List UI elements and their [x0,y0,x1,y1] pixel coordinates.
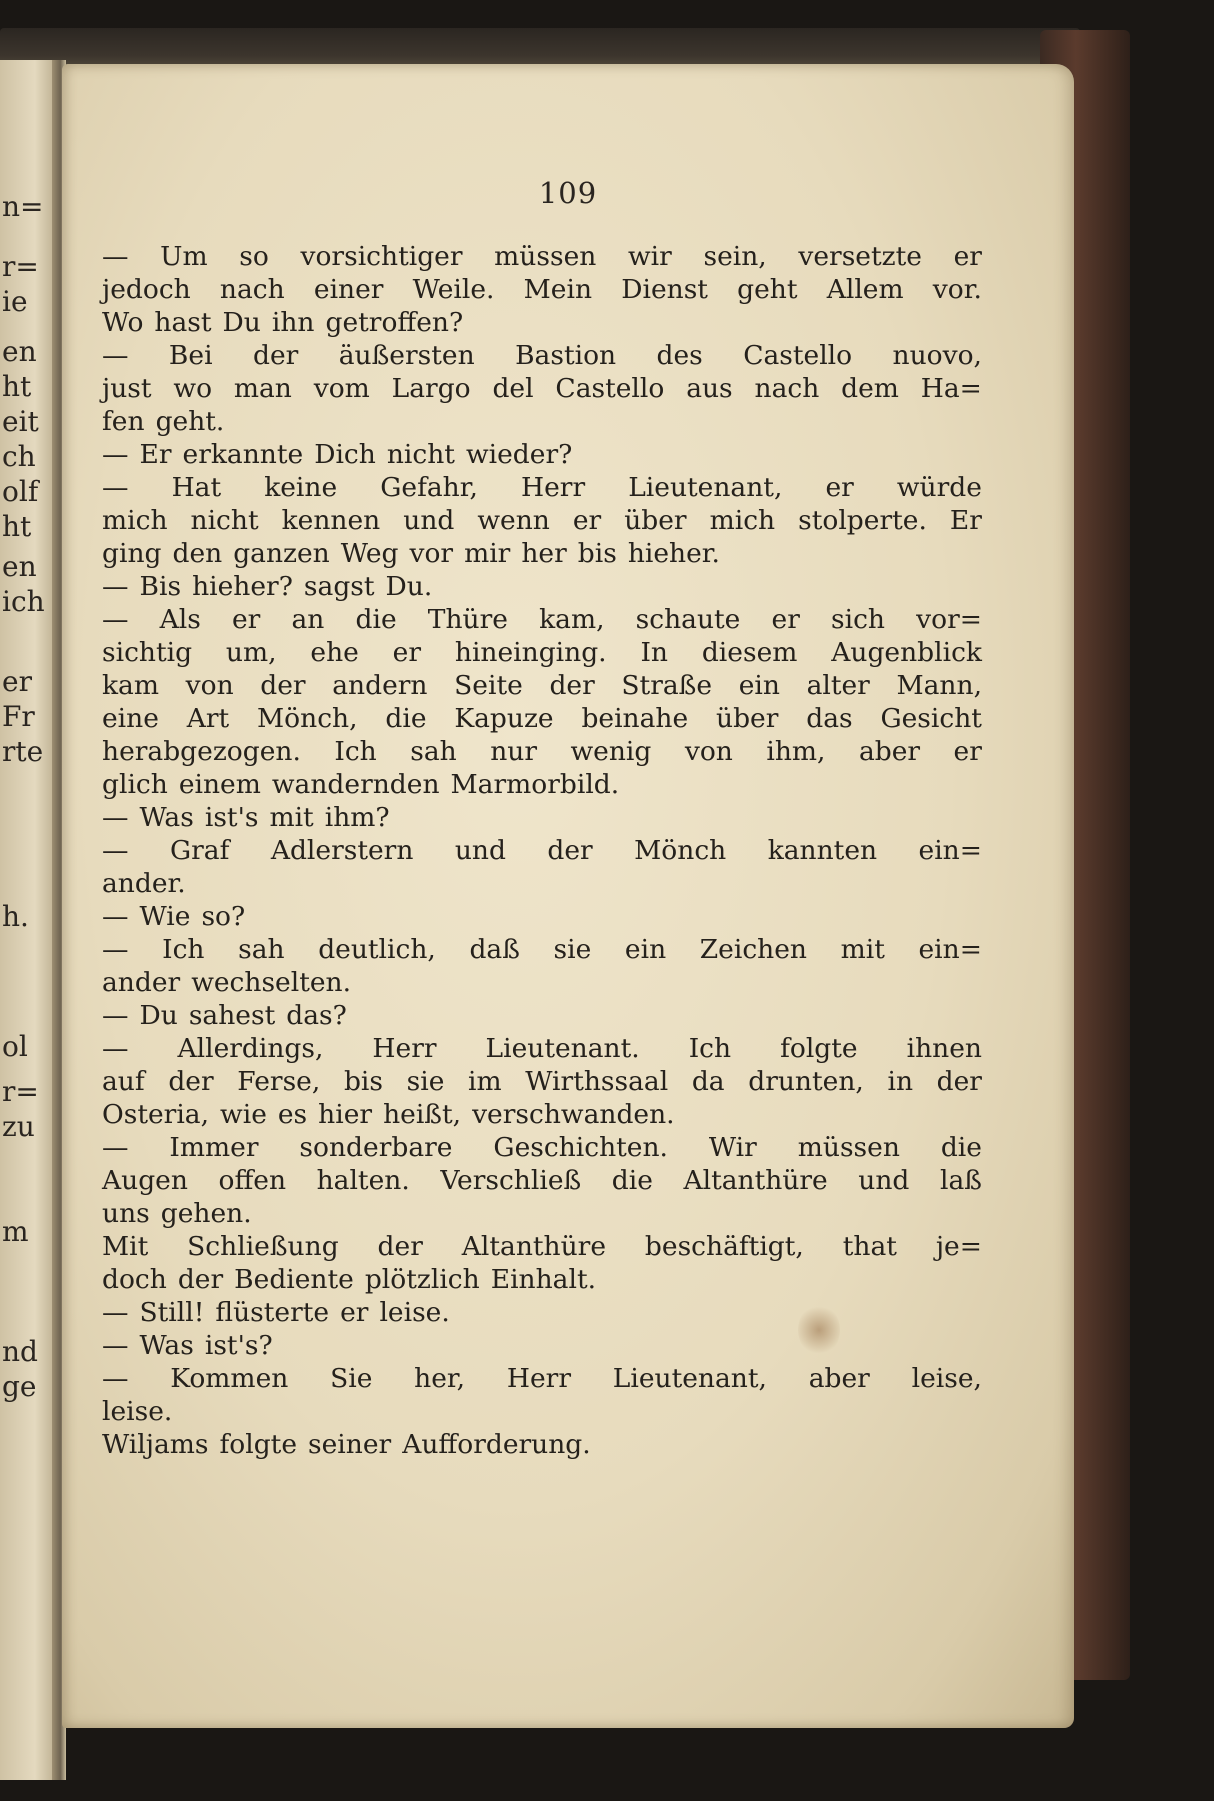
text-line: Osteria, wie es hier heißt, verschwanden. [102,1099,675,1130]
left-page-fragment: zu [2,1110,35,1143]
left-page-fragment: ht [2,370,32,403]
left-page-fragment: rte [2,735,44,768]
left-page-fragment: en [2,550,37,583]
text-line: Wo hast Du ihn getroffen? [102,307,464,338]
text-line: Wiljams folgte seiner Aufforderung. [102,1429,591,1460]
text-line: — Was ist's? [102,1330,273,1361]
text-line: auf der Ferse, bis sie im Wirthssaal da drunten, in der [102,1066,982,1097]
left-page-fragment: n= [2,190,44,223]
text-line: — Bei der äußersten Bastion des Castello nuovo, [102,340,982,371]
text-line: ging den ganzen Weg vor mir her bis hieher. [102,538,720,569]
left-page-fragment: ich [2,585,45,618]
left-page-fragment: ht [2,510,32,543]
left-page-fragment: ol [2,1030,28,1063]
text-line: Augen offen halten. Verschließ die Altanthüre und laß [102,1165,982,1196]
text-line: sichtig um, ehe er hineinging. In diesem Augenblick [102,637,982,668]
left-page-fragment: en [2,335,37,368]
text-line: fen geht. [102,406,225,437]
left-page-fragment: Fr [2,700,35,733]
left-page-fragment: ge [2,1370,37,1403]
text-line: — Um so vorsichtiger müssen wir sein, versetzte er [102,241,982,272]
text-line: mich nicht kennen und wenn er über mich stolperte. Er [102,505,982,536]
text-line: — Allerdings, Herr Lieutenant. Ich folgte ihnen [102,1033,982,1064]
left-page-fragment: er [2,665,32,698]
text-line: leise. [102,1396,173,1427]
text-line: uns gehen. [102,1198,252,1229]
text-line: — Kommen Sie her, Herr Lieutenant, aber leise, [102,1363,982,1394]
text-line: — Graf Adlerstern und der Mönch kannten ein= [102,835,982,866]
text-line: — Was ist's mit ihm? [102,802,390,833]
text-line: jedoch nach einer Weile. Mein Dienst geht Allem vor. [102,274,982,305]
text-line: — Als er an die Thüre kam, schaute er sich vor= [102,604,982,635]
left-page-fragment: h. [2,900,29,933]
text-line: — Wie so? [102,901,246,932]
text-line: eine Art Mönch, die Kapuze beinahe über das Gesicht [102,703,982,734]
left-page-fragment: olf [2,475,39,508]
book-page [62,64,1074,1728]
left-page-fragment: ch [2,440,36,473]
text-line: just wo man vom Largo del Castello aus nach dem Ha= [102,373,982,404]
text-line: — Hat keine Gefahr, Herr Lieutenant, er würde [102,472,982,503]
text-line: kam von der andern Seite der Straße ein alter Mann, [102,670,982,701]
text-line: herabgezogen. Ich sah nur wenig von ihm, aber er [102,736,982,767]
text-line: ander wechselten. [102,967,352,998]
text-line: — Bis hieher? sagst Du. [102,571,433,602]
left-page-fragment: nd [2,1335,38,1368]
left-page-fragment: r= [2,1075,39,1108]
text-line: ander. [102,868,186,899]
text-line: — Ich sah deutlich, daß sie ein Zeichen mit ein= [102,934,982,965]
text-line: — Er erkannte Dich nicht wieder? [102,439,573,470]
left-page-fragment: ie [2,285,28,318]
text-line: glich einem wandernden Marmorbild. [102,769,620,800]
text-line: Mit Schließung der Altanthüre beschäftigt, that je= [102,1231,982,1262]
page-text [102,240,982,1461]
left-page-edge [0,60,58,1780]
left-page-fragment: r= [2,250,39,283]
text-line: doch der Bediente plötzlich Einhalt. [102,1264,597,1295]
text-line: — Still! flüsterte er leise. [102,1297,450,1328]
text-line: — Du sahest das? [102,1000,347,1031]
left-page-fragment: m [2,1215,29,1248]
left-page-fragment: eit [2,405,39,438]
page-number: 109 [538,176,598,210]
text-line: — Immer sonderbare Geschichten. Wir müssen die [102,1132,982,1163]
